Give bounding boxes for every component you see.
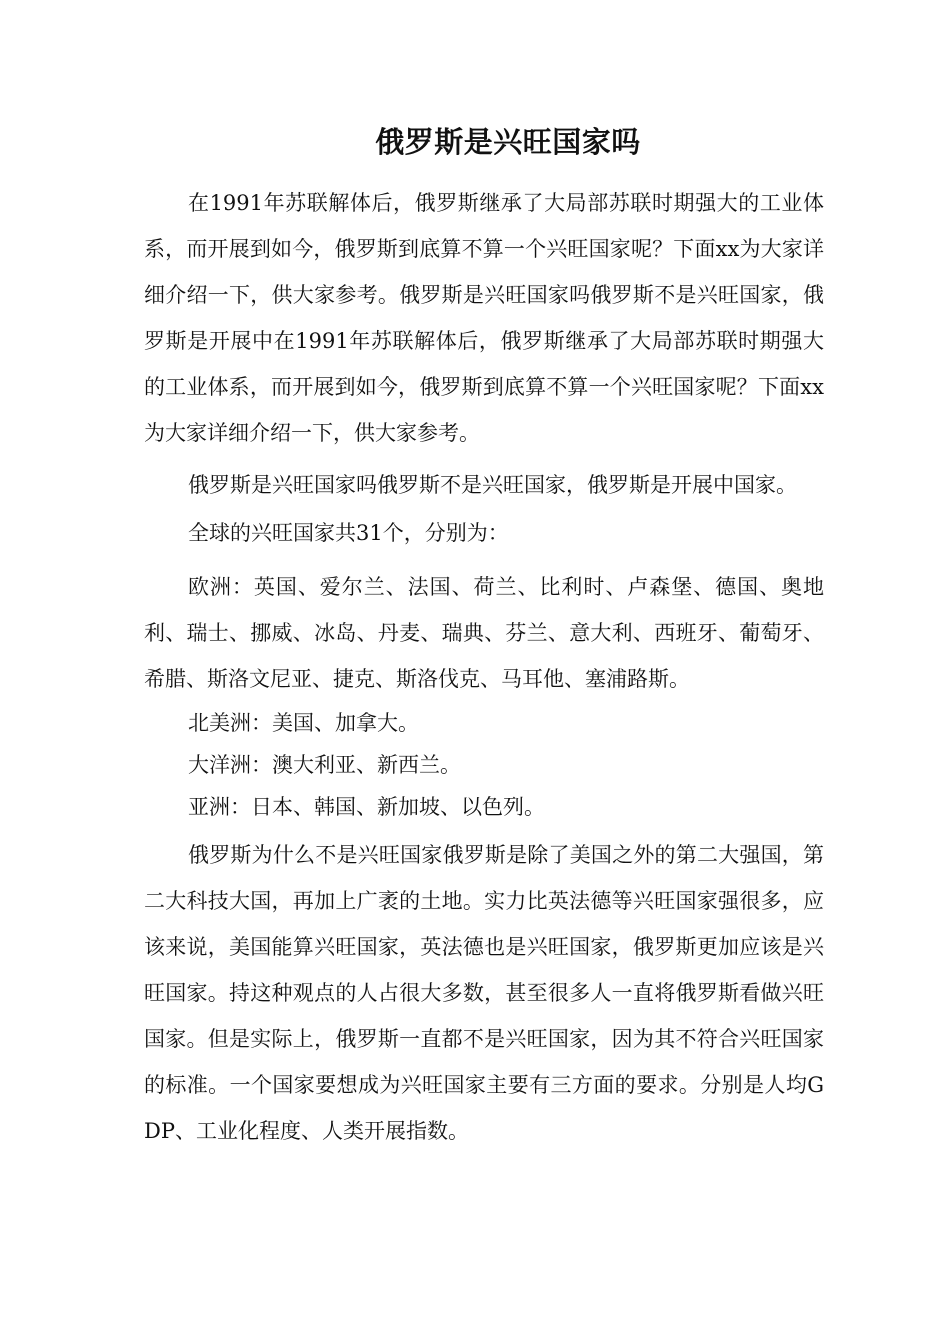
paragraph-answer: 俄罗斯是兴旺国家吗俄罗斯不是兴旺国家，俄罗斯是开展中国家。	[188, 473, 797, 497]
paragraph-north-america: 北美洲：美国、加拿大。	[188, 711, 419, 735]
paragraph-oceania: 大洋洲：澳大利亚、新西兰。	[188, 753, 461, 777]
paragraph-why-not: 俄罗斯为什么不是兴旺国家俄罗斯是除了美国之外的第二大强国，第二大科技大国，再加上广袤的土地。实力比英法德等兴旺国家强很多，应该来说，美国能算兴旺国家，英法德也是兴旺国家，俄罗斯更加应该是兴旺国家。持这种观点的人占很大多数，甚至很多人一直将俄罗斯看做兴旺国家。但是实际上，俄罗斯一直都不是兴旺国家，因为其不符合兴旺国家的标准。一个国家要想成为兴旺国家主要有三方面的要求。分别是人均GDP、工业化程度、人类开展指数。	[144, 843, 824, 1143]
paragraph-europe: 欧洲：英国、爱尔兰、法国、荷兰、比利时、卢森堡、德国、奥地利、瑞士、挪威、冰岛、丹麦、瑞典、芬兰、意大利、西班牙、葡萄牙、希腊、斯洛文尼亚、捷克、斯洛伐克、马耳他、塞浦路斯。	[144, 575, 824, 691]
document-body	[144, 180, 824, 1154]
document-title: 俄罗斯是兴旺国家吗	[375, 125, 641, 159]
paragraph-asia: 亚洲：日本、韩国、新加坡、以色列。	[188, 795, 545, 819]
paragraph-intro: 在1991年苏联解体后，俄罗斯继承了大局部苏联时期强大的工业体系，而开展到如今，俄罗斯到底算不算一个兴旺国家呢？下面xx为大家详细介绍一下，供大家参考。俄罗斯是兴旺国家吗俄罗斯不是兴旺国家，俄罗斯是开展中在1991年苏联解体后，俄罗斯继承了大局部苏联时期强大的工业体系，而开展到如今，俄罗斯到底算不算一个兴旺国家呢？下面xx为大家详细介绍一下，供大家参考。	[144, 191, 824, 445]
paragraph-count: 全球的兴旺国家共31个，分别为：	[188, 521, 509, 545]
